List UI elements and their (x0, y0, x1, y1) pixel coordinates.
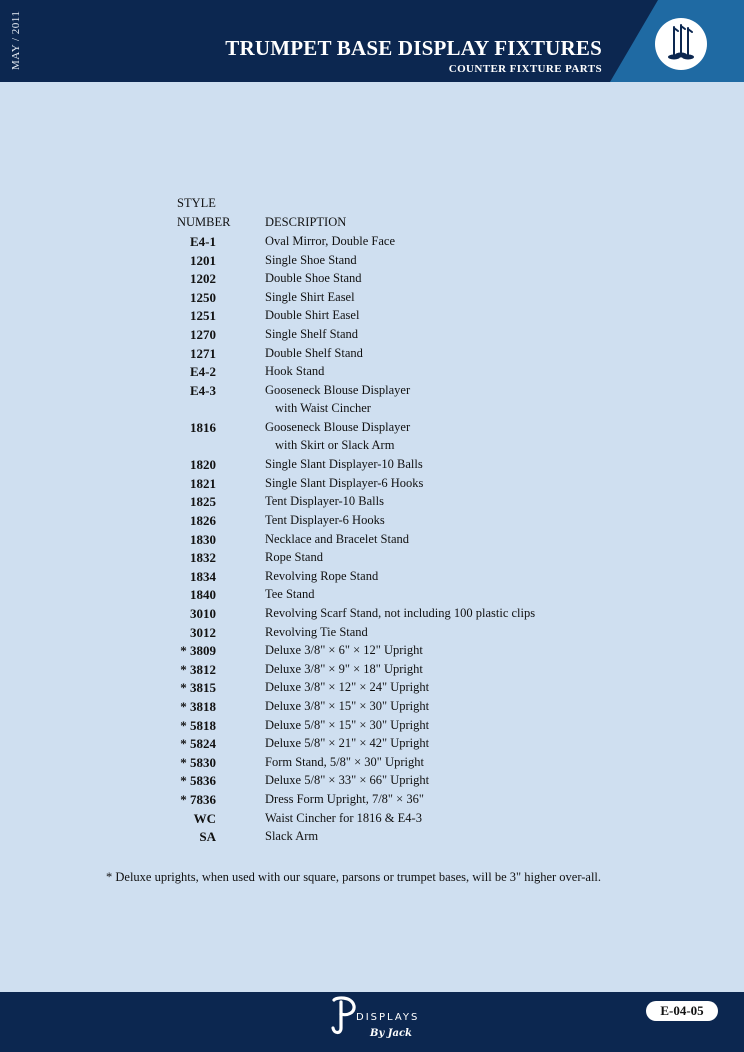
page-title: TRUMPET BASE DISPLAY FIXTURES (225, 36, 602, 60)
style-number: * 3815 (180, 680, 216, 696)
description: Waist Cincher for 1816 & E4-3 (265, 810, 422, 825)
issue-date: MAY / 2011 (10, 10, 22, 70)
brand-logo (324, 992, 424, 1049)
description: Revolving Scarf Stand, not including 100 plastic clips (265, 606, 536, 620)
table-row (0, 550, 744, 568)
table-row (0, 234, 744, 252)
page-number-badge: E-04-05 (646, 1001, 718, 1021)
style-number: 1826 (190, 513, 216, 528)
table-row (0, 308, 744, 326)
style-number: * 3818 (180, 699, 216, 714)
description: Gooseneck Blouse Displayer (265, 420, 411, 434)
style-number: 1201 (190, 252, 216, 268)
description: Single Shelf Stand (265, 327, 359, 341)
table-row (0, 364, 744, 382)
style-number: * 5836 (180, 773, 216, 789)
column-header-description: DESCRIPTION (265, 215, 347, 229)
column-header-number: NUMBER (177, 215, 231, 229)
style-number: 1830 (190, 531, 216, 547)
description: Single Shoe Stand (265, 252, 357, 267)
style-number: 3010 (190, 606, 216, 621)
description: Tee Stand (265, 587, 315, 602)
style-number: * 3809 (180, 643, 216, 659)
table-row (0, 718, 744, 736)
description: Necklace and Bracelet Stand (265, 531, 410, 546)
table-row (0, 271, 744, 289)
style-number: 1820 (190, 457, 216, 473)
style-number: 1270 (190, 327, 216, 342)
description: Gooseneck Blouse Displayer (265, 382, 411, 397)
style-number: * 7836 (180, 792, 216, 807)
description: Rope Stand (265, 550, 323, 565)
table-row (0, 253, 744, 271)
footnote: * Deluxe uprights, when used with our square, parsons or trumpet bases, will be 3" higher over-all. (106, 870, 602, 884)
table-row (0, 476, 744, 494)
description: Single Slant Displayer-6 Hooks (265, 475, 424, 490)
style-number: 1825 (190, 494, 216, 510)
description: Deluxe 3/8" × 9" × 18" Upright (265, 661, 423, 676)
description: Oval Mirror, Double Face (265, 234, 396, 248)
description: Dress Form Upright, 7/8" × 36" (265, 792, 424, 806)
brand-word: DISPLAYS (356, 1012, 420, 1023)
description: Deluxe 5/8" × 15" × 30" Upright (265, 717, 430, 732)
description: Tent Displayer-10 Balls (265, 494, 384, 509)
trumpet-fixtures-icon (655, 18, 707, 70)
table-row (0, 327, 744, 345)
description-continuation: with Skirt or Slack Arm (275, 438, 395, 452)
table-row (0, 773, 744, 791)
table-row (0, 643, 744, 661)
column-header-style: STYLE (177, 196, 216, 210)
style-number: WC (193, 810, 216, 826)
page-subtitle: COUNTER FIXTURE PARTS (448, 63, 602, 75)
table-row (0, 625, 744, 643)
description: Deluxe 3/8" × 15" × 30" Upright (265, 699, 430, 713)
style-number: 1250 (190, 289, 216, 305)
description: Hook Stand (265, 364, 325, 379)
table-row (0, 420, 744, 452)
style-number: 1202 (190, 271, 216, 287)
style-number: SA (199, 829, 216, 845)
description: Tent Displayer-6 Hooks (265, 513, 385, 527)
table-row (0, 811, 744, 829)
table-row (0, 346, 744, 364)
style-number: E4-3 (190, 382, 216, 398)
table-row (0, 457, 744, 475)
table-row (0, 513, 744, 531)
style-number: * 5830 (180, 754, 216, 770)
description: Form Stand, 5/8" × 30" Upright (265, 754, 424, 769)
table-row (0, 587, 744, 605)
page-footer (0, 992, 744, 1052)
style-number: 1271 (190, 345, 216, 361)
table-row (0, 736, 744, 754)
style-number: E4-1 (190, 234, 216, 249)
description: Deluxe 5/8" × 21" × 42" Upright (265, 736, 430, 751)
description-continuation: with Waist Cincher (275, 400, 371, 415)
description: Deluxe 5/8" × 33" × 66" Upright (265, 773, 430, 788)
brand-tagline: By Jack (370, 1028, 412, 1039)
description: Slack Arm (265, 829, 319, 844)
description: Double Shoe Stand (265, 271, 362, 286)
style-number: 1251 (190, 308, 216, 324)
description: Revolving Tie Stand (265, 624, 368, 639)
style-number: 1816 (190, 420, 216, 435)
table-row (0, 532, 744, 550)
style-number: 1821 (190, 475, 216, 491)
style-number: * 5824 (180, 736, 216, 752)
table-row (0, 662, 744, 680)
table-row (0, 792, 744, 810)
style-number: 1832 (190, 550, 216, 566)
page-header (0, 0, 744, 82)
table-row (0, 569, 744, 587)
table-row (0, 699, 744, 717)
description: Single Shirt Easel (265, 289, 355, 304)
table-row (0, 606, 744, 624)
description: Double Shelf Stand (265, 345, 363, 360)
table-row (0, 494, 744, 512)
table-row (0, 290, 744, 308)
style-number: E4-2 (190, 364, 216, 380)
style-number: 1840 (190, 587, 216, 603)
style-number: 1834 (190, 568, 216, 584)
description: Deluxe 3/8" × 6" × 12" Upright (265, 643, 423, 658)
description: Revolving Rope Stand (265, 568, 379, 583)
table-row (0, 829, 744, 847)
description: Single Slant Displayer-10 Balls (265, 457, 423, 472)
table-row (0, 382, 744, 415)
description: Double Shirt Easel (265, 308, 360, 323)
style-number: * 3812 (180, 661, 216, 677)
table-row (0, 755, 744, 773)
style-number: 3012 (190, 624, 216, 640)
description: Deluxe 3/8" × 12" × 24" Upright (265, 680, 430, 695)
style-number: * 5818 (180, 717, 216, 733)
table-row (0, 680, 744, 698)
